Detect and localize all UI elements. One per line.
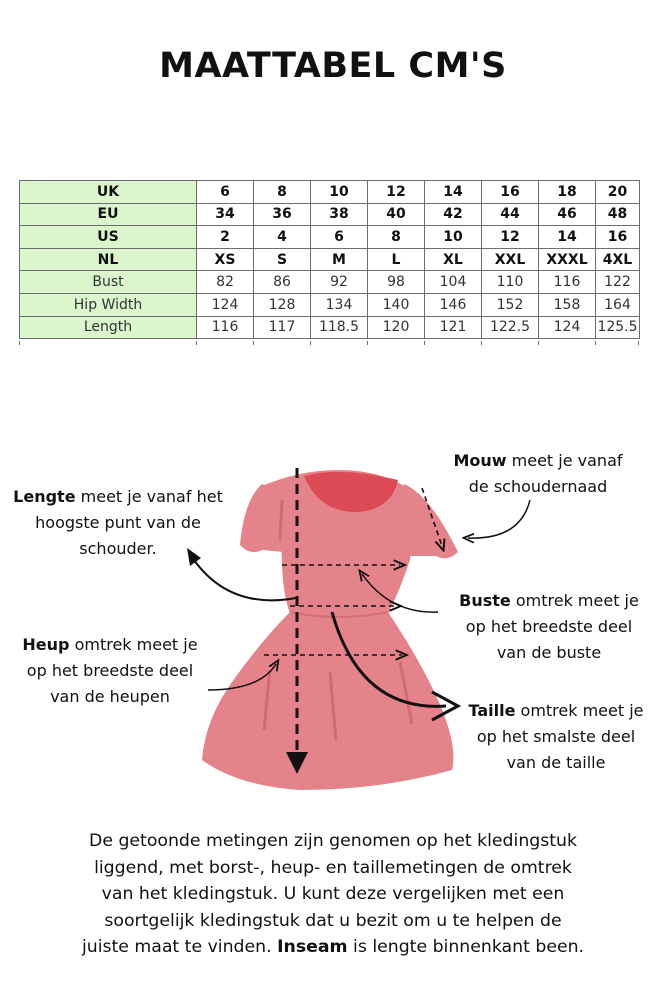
lengte-arrow [194,560,296,600]
table-cell: 124 [539,316,596,339]
table-cell: 146 [425,293,482,316]
row-label: UK [20,181,197,204]
table-cell: 110 [482,271,539,294]
table-cell: 12 [482,226,539,249]
row-label: Length [20,316,197,339]
table-cell: 122.5 [482,316,539,339]
row-label: EU [20,203,197,226]
table-cell: 42 [425,203,482,226]
table-cell: XXL [482,248,539,271]
table-cell: 8 [254,181,311,204]
table-cell: 164 [596,293,640,316]
table-cell: L [368,248,425,271]
table-cell: XL [425,248,482,271]
measurement-explanation: De getoonde metingen zijn genomen op het kledingstuk liggend, met borst-, heup- en taillemetingen de omtrek van het kledingstuk. U kunt deze vergelijken met een soortgelijk kledingstuk dat u bezit om u te helpen de juiste maat te vinden. Inseam is lengte binnenkant been. [81,831,585,957]
table-cell: 152 [482,293,539,316]
page-title: MAATTABEL CM'S [159,46,507,86]
table-cell: 140 [368,293,425,316]
table-cell: 38 [311,203,368,226]
table-cell: S [254,248,311,271]
table-cell: 116 [539,271,596,294]
table-cell: 86 [254,271,311,294]
row-label: NL [20,248,197,271]
table-cell: 48 [596,203,640,226]
mouw-arrow [468,500,530,538]
table-cell: 125.5 [596,316,640,339]
table-cell: 10 [311,181,368,204]
table-cell: 92 [311,271,368,294]
table-cell: 16 [596,226,640,249]
heup-note: Heup omtrek meet je op het breedste deel van de heupen [22,635,198,706]
table-cell: 82 [197,271,254,294]
table-cell: 4XL [596,248,640,271]
table-cell: 158 [539,293,596,316]
table-cell: 118.5 [311,316,368,339]
table-cell: 36 [254,203,311,226]
table-cell: 2 [197,226,254,249]
table-cell: 6 [311,226,368,249]
table-cell: 120 [368,316,425,339]
table-cell: 10 [425,226,482,249]
table-cell: 104 [425,271,482,294]
table-cell: M [311,248,368,271]
row-label: Bust [20,271,197,294]
table-cell: 44 [482,203,539,226]
taille-note: Taille omtrek meet je op het smalste deel van de taille [468,701,644,772]
table-cell: 98 [368,271,425,294]
table-cell: 16 [482,181,539,204]
table-cell: 14 [425,181,482,204]
table-cell: 8 [368,226,425,249]
table-cell: 134 [311,293,368,316]
table-cell: 121 [425,316,482,339]
table-cell: 46 [539,203,596,226]
dress-skirt [202,612,453,790]
table-cell: 124 [197,293,254,316]
table-cell: 128 [254,293,311,316]
table-cell: 14 [539,226,596,249]
buste-note: Buste omtrek meet je op het breedste deel van de buste [459,591,639,662]
table-cell: XS [197,248,254,271]
table-cell: 6 [197,181,254,204]
table-cell: XXXL [539,248,596,271]
lengte-note: Lengte meet je vanaf het hoogste punt van de schouder. [13,487,223,558]
table-cell: 12 [368,181,425,204]
table-cell: 18 [539,181,596,204]
table-cell: 4 [254,226,311,249]
table-cell: 20 [596,181,640,204]
row-label: Hip Width [20,293,197,316]
table-cell: 122 [596,271,640,294]
table-cell: 117 [254,316,311,339]
mouw-note: Mouw meet je vanaf de schoudernaad [453,451,623,496]
table-cell: 116 [197,316,254,339]
table-cell: 34 [197,203,254,226]
table-cell: 40 [368,203,425,226]
row-label: US [20,226,197,249]
